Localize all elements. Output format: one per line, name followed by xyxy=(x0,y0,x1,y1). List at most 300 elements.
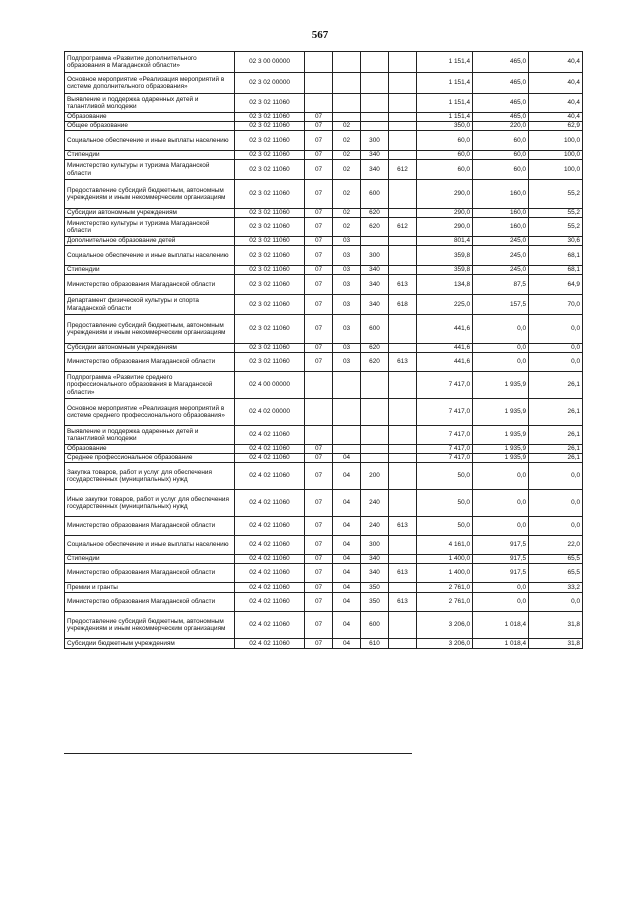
table-row xyxy=(65,237,583,246)
row-section: 07 xyxy=(305,209,333,218)
row-name: Министерство образования Магаданской области xyxy=(65,275,235,295)
row-admin-code xyxy=(389,555,417,564)
row-target-code: 02 3 02 11060 xyxy=(235,295,305,315)
row-percent: 40,4 xyxy=(529,73,583,94)
row-percent: 26,1 xyxy=(529,426,583,445)
row-percent: 40,4 xyxy=(529,113,583,122)
row-name: Образование xyxy=(65,113,235,122)
row-expense-type: 620 xyxy=(361,218,389,237)
row-admin-code xyxy=(389,344,417,353)
row-section: 07 xyxy=(305,131,333,151)
row-actual-amount: 1 018,4 xyxy=(473,612,529,639)
row-plan-amount: 225,0 xyxy=(417,295,473,315)
table-row xyxy=(65,52,583,73)
row-subsection: 03 xyxy=(333,295,361,315)
row-percent: 55,2 xyxy=(529,209,583,218)
row-percent: 26,1 xyxy=(529,454,583,463)
row-subsection: 03 xyxy=(333,344,361,353)
row-actual-amount: 1 018,4 xyxy=(473,639,529,649)
row-actual-amount: 917,5 xyxy=(473,555,529,564)
row-target-code: 02 3 02 11060 xyxy=(235,315,305,344)
row-section xyxy=(305,73,333,94)
row-admin-code xyxy=(389,536,417,555)
row-subsection: 03 xyxy=(333,237,361,246)
row-percent: 70,0 xyxy=(529,295,583,315)
row-admin-code xyxy=(389,612,417,639)
row-subsection xyxy=(333,372,361,399)
row-name: Министерство образования Магаданской области xyxy=(65,593,235,612)
row-subsection: 02 xyxy=(333,180,361,209)
row-admin-code xyxy=(389,454,417,463)
row-target-code: 02 3 02 11060 xyxy=(235,160,305,180)
row-actual-amount: 0,0 xyxy=(473,517,529,536)
row-actual-amount: 160,0 xyxy=(473,209,529,218)
row-expense-type xyxy=(361,372,389,399)
row-name: Социальное обеспечение и иные выплаты населению xyxy=(65,246,235,266)
row-name: Общее образование xyxy=(65,122,235,131)
row-percent: 68,1 xyxy=(529,246,583,266)
table-row xyxy=(65,583,583,593)
budget-table-body xyxy=(65,52,583,649)
row-section: 07 xyxy=(305,353,333,372)
row-percent: 30,6 xyxy=(529,237,583,246)
row-section: 07 xyxy=(305,237,333,246)
row-subsection: 04 xyxy=(333,555,361,564)
row-admin-code: 613 xyxy=(389,275,417,295)
row-admin-code xyxy=(389,131,417,151)
row-name: Стипендии xyxy=(65,266,235,275)
row-actual-amount: 0,0 xyxy=(473,463,529,490)
row-plan-amount: 1 151,4 xyxy=(417,94,473,113)
row-target-code: 02 4 02 11060 xyxy=(235,463,305,490)
page-number: 567 xyxy=(311,29,329,41)
row-section: 07 xyxy=(305,564,333,583)
row-plan-amount: 1 151,4 xyxy=(417,52,473,73)
row-percent: 62,9 xyxy=(529,122,583,131)
row-admin-code xyxy=(389,180,417,209)
row-expense-type xyxy=(361,94,389,113)
row-admin-code: 618 xyxy=(389,295,417,315)
row-subsection: 04 xyxy=(333,639,361,649)
row-target-code: 02 4 02 11060 xyxy=(235,445,305,454)
table-row xyxy=(65,209,583,218)
row-admin-code xyxy=(389,73,417,94)
row-actual-amount: 465,0 xyxy=(473,52,529,73)
row-expense-type: 340 xyxy=(361,295,389,315)
table-row xyxy=(65,122,583,131)
row-target-code: 02 4 02 11060 xyxy=(235,612,305,639)
row-subsection xyxy=(333,445,361,454)
row-plan-amount: 50,0 xyxy=(417,463,473,490)
row-section: 07 xyxy=(305,122,333,131)
row-percent: 40,4 xyxy=(529,94,583,113)
table-row xyxy=(65,445,583,454)
row-admin-code xyxy=(389,372,417,399)
row-name: Предоставление субсидий бюджетным, автономным учреждениям и иным некоммерческим организациям xyxy=(65,612,235,639)
row-target-code: 02 3 02 11060 xyxy=(235,237,305,246)
row-actual-amount: 220,0 xyxy=(473,122,529,131)
row-admin-code xyxy=(389,113,417,122)
table-row xyxy=(65,399,583,426)
table-row xyxy=(65,463,583,490)
row-section xyxy=(305,94,333,113)
row-plan-amount: 350,0 xyxy=(417,122,473,131)
row-percent: 0,0 xyxy=(529,463,583,490)
row-expense-type xyxy=(361,73,389,94)
row-name: Субсидии бюджетным учреждениям xyxy=(65,639,235,649)
row-actual-amount: 917,5 xyxy=(473,564,529,583)
row-target-code: 02 4 02 11060 xyxy=(235,454,305,463)
row-target-code: 02 3 02 11060 xyxy=(235,353,305,372)
table-row xyxy=(65,490,583,517)
row-actual-amount: 157,5 xyxy=(473,295,529,315)
table-row xyxy=(65,180,583,209)
row-section: 07 xyxy=(305,344,333,353)
row-plan-amount: 1 400,0 xyxy=(417,564,473,583)
row-name: Иные закупки товаров, работ и услуг для обеспечения государственных (муниципальных) нужд xyxy=(65,490,235,517)
row-plan-amount: 50,0 xyxy=(417,517,473,536)
row-name: Субсидии автономным учреждениям xyxy=(65,344,235,353)
row-percent: 100,0 xyxy=(529,151,583,160)
row-percent: 31,8 xyxy=(529,612,583,639)
row-plan-amount: 7 417,0 xyxy=(417,372,473,399)
row-expense-type: 340 xyxy=(361,160,389,180)
table-row xyxy=(65,555,583,564)
row-section: 07 xyxy=(305,295,333,315)
row-section: 07 xyxy=(305,490,333,517)
budget-table xyxy=(64,51,583,649)
row-section: 07 xyxy=(305,639,333,649)
row-target-code: 02 3 00 00000 xyxy=(235,52,305,73)
row-expense-type xyxy=(361,52,389,73)
row-actual-amount: 0,0 xyxy=(473,353,529,372)
row-percent: 65,5 xyxy=(529,555,583,564)
row-percent: 26,1 xyxy=(529,445,583,454)
row-name: Среднее профессиональное образование xyxy=(65,454,235,463)
row-name: Субсидии автономным учреждениям xyxy=(65,209,235,218)
row-plan-amount: 290,0 xyxy=(417,218,473,237)
row-target-code: 02 3 02 11060 xyxy=(235,275,305,295)
row-actual-amount: 160,0 xyxy=(473,180,529,209)
row-admin-code xyxy=(389,639,417,649)
table-row xyxy=(65,426,583,445)
row-admin-code xyxy=(389,426,417,445)
row-actual-amount: 0,0 xyxy=(473,490,529,517)
row-section: 07 xyxy=(305,246,333,266)
row-expense-type: 620 xyxy=(361,209,389,218)
row-actual-amount: 0,0 xyxy=(473,593,529,612)
row-section: 07 xyxy=(305,275,333,295)
row-plan-amount: 60,0 xyxy=(417,131,473,151)
row-expense-type: 340 xyxy=(361,151,389,160)
row-expense-type xyxy=(361,113,389,122)
row-expense-type: 610 xyxy=(361,639,389,649)
row-plan-amount: 7 417,0 xyxy=(417,399,473,426)
row-subsection: 03 xyxy=(333,353,361,372)
row-plan-amount: 134,8 xyxy=(417,275,473,295)
row-percent: 31,8 xyxy=(529,639,583,649)
table-row xyxy=(65,517,583,536)
row-section: 07 xyxy=(305,315,333,344)
row-expense-type: 340 xyxy=(361,266,389,275)
row-admin-code xyxy=(389,237,417,246)
row-percent: 0,0 xyxy=(529,593,583,612)
row-actual-amount: 60,0 xyxy=(473,151,529,160)
row-percent: 0,0 xyxy=(529,517,583,536)
row-target-code: 02 3 02 11060 xyxy=(235,209,305,218)
row-actual-amount: 1 935,9 xyxy=(473,445,529,454)
table-row xyxy=(65,73,583,94)
row-name: Социальное обеспечение и иные выплаты населению xyxy=(65,131,235,151)
row-name: Стипендии xyxy=(65,555,235,564)
row-plan-amount: 7 417,0 xyxy=(417,454,473,463)
row-target-code: 02 4 02 11060 xyxy=(235,490,305,517)
row-admin-code xyxy=(389,399,417,426)
table-row xyxy=(65,639,583,649)
row-admin-code: 613 xyxy=(389,353,417,372)
row-subsection: 04 xyxy=(333,517,361,536)
table-row xyxy=(65,593,583,612)
table-row xyxy=(65,113,583,122)
row-target-code: 02 4 02 11060 xyxy=(235,536,305,555)
row-plan-amount: 290,0 xyxy=(417,180,473,209)
row-subsection xyxy=(333,399,361,426)
row-admin-code: 612 xyxy=(389,218,417,237)
row-name: Основное мероприятие «Реализация мероприятий в системе среднего профессионального образования» xyxy=(65,399,235,426)
row-percent: 26,1 xyxy=(529,399,583,426)
row-name: Выявление и поддержка одаренных детей и талантливой молодежи xyxy=(65,426,235,445)
table-row xyxy=(65,454,583,463)
row-section: 07 xyxy=(305,593,333,612)
row-admin-code xyxy=(389,52,417,73)
row-section: 07 xyxy=(305,218,333,237)
row-expense-type: 600 xyxy=(361,180,389,209)
row-subsection: 04 xyxy=(333,612,361,639)
row-expense-type: 620 xyxy=(361,353,389,372)
row-section: 07 xyxy=(305,517,333,536)
row-plan-amount: 3 206,0 xyxy=(417,612,473,639)
row-subsection: 04 xyxy=(333,583,361,593)
row-plan-amount: 1 151,4 xyxy=(417,113,473,122)
row-target-code: 02 4 02 11060 xyxy=(235,564,305,583)
row-actual-amount: 87,5 xyxy=(473,275,529,295)
row-expense-type: 350 xyxy=(361,583,389,593)
row-plan-amount: 441,6 xyxy=(417,315,473,344)
row-expense-type: 600 xyxy=(361,315,389,344)
row-plan-amount: 1 400,0 xyxy=(417,555,473,564)
row-target-code: 02 4 02 00000 xyxy=(235,399,305,426)
row-section: 07 xyxy=(305,113,333,122)
row-percent: 100,0 xyxy=(529,131,583,151)
row-admin-code xyxy=(389,463,417,490)
row-target-code: 02 4 02 11060 xyxy=(235,639,305,649)
row-percent: 0,0 xyxy=(529,344,583,353)
table-row xyxy=(65,315,583,344)
row-plan-amount: 441,6 xyxy=(417,344,473,353)
row-expense-type: 340 xyxy=(361,275,389,295)
row-expense-type xyxy=(361,122,389,131)
row-subsection: 03 xyxy=(333,275,361,295)
row-admin-code: 613 xyxy=(389,564,417,583)
row-actual-amount: 0,0 xyxy=(473,344,529,353)
row-subsection: 02 xyxy=(333,160,361,180)
row-actual-amount: 160,0 xyxy=(473,218,529,237)
row-section: 07 xyxy=(305,612,333,639)
row-section xyxy=(305,372,333,399)
row-plan-amount: 7 417,0 xyxy=(417,445,473,454)
row-actual-amount: 0,0 xyxy=(473,583,529,593)
row-plan-amount: 50,0 xyxy=(417,490,473,517)
table-row xyxy=(65,94,583,113)
row-section: 07 xyxy=(305,266,333,275)
row-name: Основное мероприятие «Реализация мероприятий в системе дополнительного образования» xyxy=(65,73,235,94)
row-subsection xyxy=(333,113,361,122)
row-name: Премии и гранты xyxy=(65,583,235,593)
row-name: Департамент физической культуры и спорта Магаданской области xyxy=(65,295,235,315)
row-plan-amount: 4 161,0 xyxy=(417,536,473,555)
row-expense-type: 200 xyxy=(361,463,389,490)
table-row xyxy=(65,218,583,237)
row-actual-amount: 917,5 xyxy=(473,536,529,555)
row-target-code: 02 4 02 11060 xyxy=(235,593,305,612)
row-percent: 100,0 xyxy=(529,160,583,180)
row-section xyxy=(305,399,333,426)
row-subsection: 02 xyxy=(333,209,361,218)
row-subsection xyxy=(333,426,361,445)
row-expense-type: 300 xyxy=(361,536,389,555)
row-plan-amount: 3 206,0 xyxy=(417,639,473,649)
row-name: Министерство образования Магаданской области xyxy=(65,353,235,372)
row-subsection: 04 xyxy=(333,564,361,583)
row-actual-amount: 245,0 xyxy=(473,266,529,275)
row-expense-type: 600 xyxy=(361,612,389,639)
row-admin-code xyxy=(389,490,417,517)
row-subsection: 02 xyxy=(333,151,361,160)
row-plan-amount: 1 151,4 xyxy=(417,73,473,94)
row-plan-amount: 290,0 xyxy=(417,209,473,218)
row-subsection: 03 xyxy=(333,266,361,275)
row-admin-code xyxy=(389,94,417,113)
row-expense-type xyxy=(361,426,389,445)
row-actual-amount: 0,0 xyxy=(473,315,529,344)
table-row xyxy=(65,612,583,639)
row-name: Дополнительное образование детей xyxy=(65,237,235,246)
row-expense-type: 240 xyxy=(361,490,389,517)
row-actual-amount: 1 935,9 xyxy=(473,372,529,399)
row-name: Образование xyxy=(65,445,235,454)
table-row xyxy=(65,295,583,315)
row-subsection: 02 xyxy=(333,131,361,151)
row-target-code: 02 4 00 00000 xyxy=(235,372,305,399)
row-admin-code xyxy=(389,122,417,131)
row-percent: 55,2 xyxy=(529,218,583,237)
row-actual-amount: 1 935,9 xyxy=(473,399,529,426)
row-percent: 65,5 xyxy=(529,564,583,583)
row-subsection: 02 xyxy=(333,218,361,237)
row-name: Предоставление субсидий бюджетным, автономным учреждениям и иным некоммерческим организациям xyxy=(65,180,235,209)
row-name: Министерство культуры и туризма Магаданской области xyxy=(65,160,235,180)
table-row xyxy=(65,275,583,295)
row-target-code: 02 3 02 11060 xyxy=(235,151,305,160)
row-percent: 40,4 xyxy=(529,52,583,73)
row-actual-amount: 60,0 xyxy=(473,160,529,180)
row-percent: 0,0 xyxy=(529,315,583,344)
row-section: 07 xyxy=(305,463,333,490)
row-target-code: 02 4 02 11060 xyxy=(235,426,305,445)
row-plan-amount: 441,6 xyxy=(417,353,473,372)
row-percent: 64,9 xyxy=(529,275,583,295)
row-section: 07 xyxy=(305,160,333,180)
row-target-code: 02 3 02 11060 xyxy=(235,122,305,131)
row-target-code: 02 3 02 11060 xyxy=(235,218,305,237)
row-target-code: 02 3 02 11060 xyxy=(235,94,305,113)
row-expense-type: 620 xyxy=(361,344,389,353)
row-plan-amount: 359,8 xyxy=(417,266,473,275)
table-row xyxy=(65,246,583,266)
row-percent: 26,1 xyxy=(529,372,583,399)
row-name: Предоставление субсидий бюджетным, автономным учреждениям и иным некоммерческим организациям xyxy=(65,315,235,344)
row-section: 07 xyxy=(305,536,333,555)
row-name: Стипендии xyxy=(65,151,235,160)
row-target-code: 02 3 02 11060 xyxy=(235,131,305,151)
row-subsection: 04 xyxy=(333,490,361,517)
table-row xyxy=(65,131,583,151)
row-section xyxy=(305,426,333,445)
row-subsection: 03 xyxy=(333,315,361,344)
row-admin-code xyxy=(389,209,417,218)
row-actual-amount: 465,0 xyxy=(473,113,529,122)
row-expense-type: 300 xyxy=(361,131,389,151)
row-plan-amount: 60,0 xyxy=(417,151,473,160)
row-actual-amount: 1 935,9 xyxy=(473,426,529,445)
row-percent: 22,0 xyxy=(529,536,583,555)
table-row xyxy=(65,564,583,583)
row-percent: 33,2 xyxy=(529,583,583,593)
row-section xyxy=(305,52,333,73)
row-admin-code xyxy=(389,266,417,275)
row-actual-amount: 245,0 xyxy=(473,237,529,246)
row-expense-type xyxy=(361,445,389,454)
row-name: Министерство культуры и туризма Магаданской области xyxy=(65,218,235,237)
row-target-code: 02 4 02 11060 xyxy=(235,555,305,564)
row-section: 07 xyxy=(305,445,333,454)
row-plan-amount: 359,8 xyxy=(417,246,473,266)
row-target-code: 02 3 02 11060 xyxy=(235,113,305,122)
row-expense-type xyxy=(361,454,389,463)
row-plan-amount: 2 761,0 xyxy=(417,583,473,593)
row-expense-type: 240 xyxy=(361,517,389,536)
row-name: Выявление и поддержка одаренных детей и талантливой молодежи xyxy=(65,94,235,113)
row-admin-code xyxy=(389,246,417,266)
row-name: Подпрограмма «Развитие среднего профессионального образования в Магаданской области» xyxy=(65,372,235,399)
row-plan-amount: 7 417,0 xyxy=(417,426,473,445)
row-admin-code xyxy=(389,583,417,593)
row-target-code: 02 4 02 11060 xyxy=(235,583,305,593)
row-subsection: 04 xyxy=(333,463,361,490)
row-subsection: 02 xyxy=(333,122,361,131)
row-actual-amount: 245,0 xyxy=(473,246,529,266)
table-row xyxy=(65,344,583,353)
row-admin-code xyxy=(389,315,417,344)
row-expense-type xyxy=(361,399,389,426)
row-expense-type xyxy=(361,237,389,246)
row-name: Министерство образования Магаданской области xyxy=(65,517,235,536)
row-target-code: 02 4 02 11060 xyxy=(235,517,305,536)
table-row xyxy=(65,266,583,275)
row-target-code: 02 3 02 11060 xyxy=(235,266,305,275)
row-admin-code xyxy=(389,445,417,454)
row-admin-code: 613 xyxy=(389,517,417,536)
